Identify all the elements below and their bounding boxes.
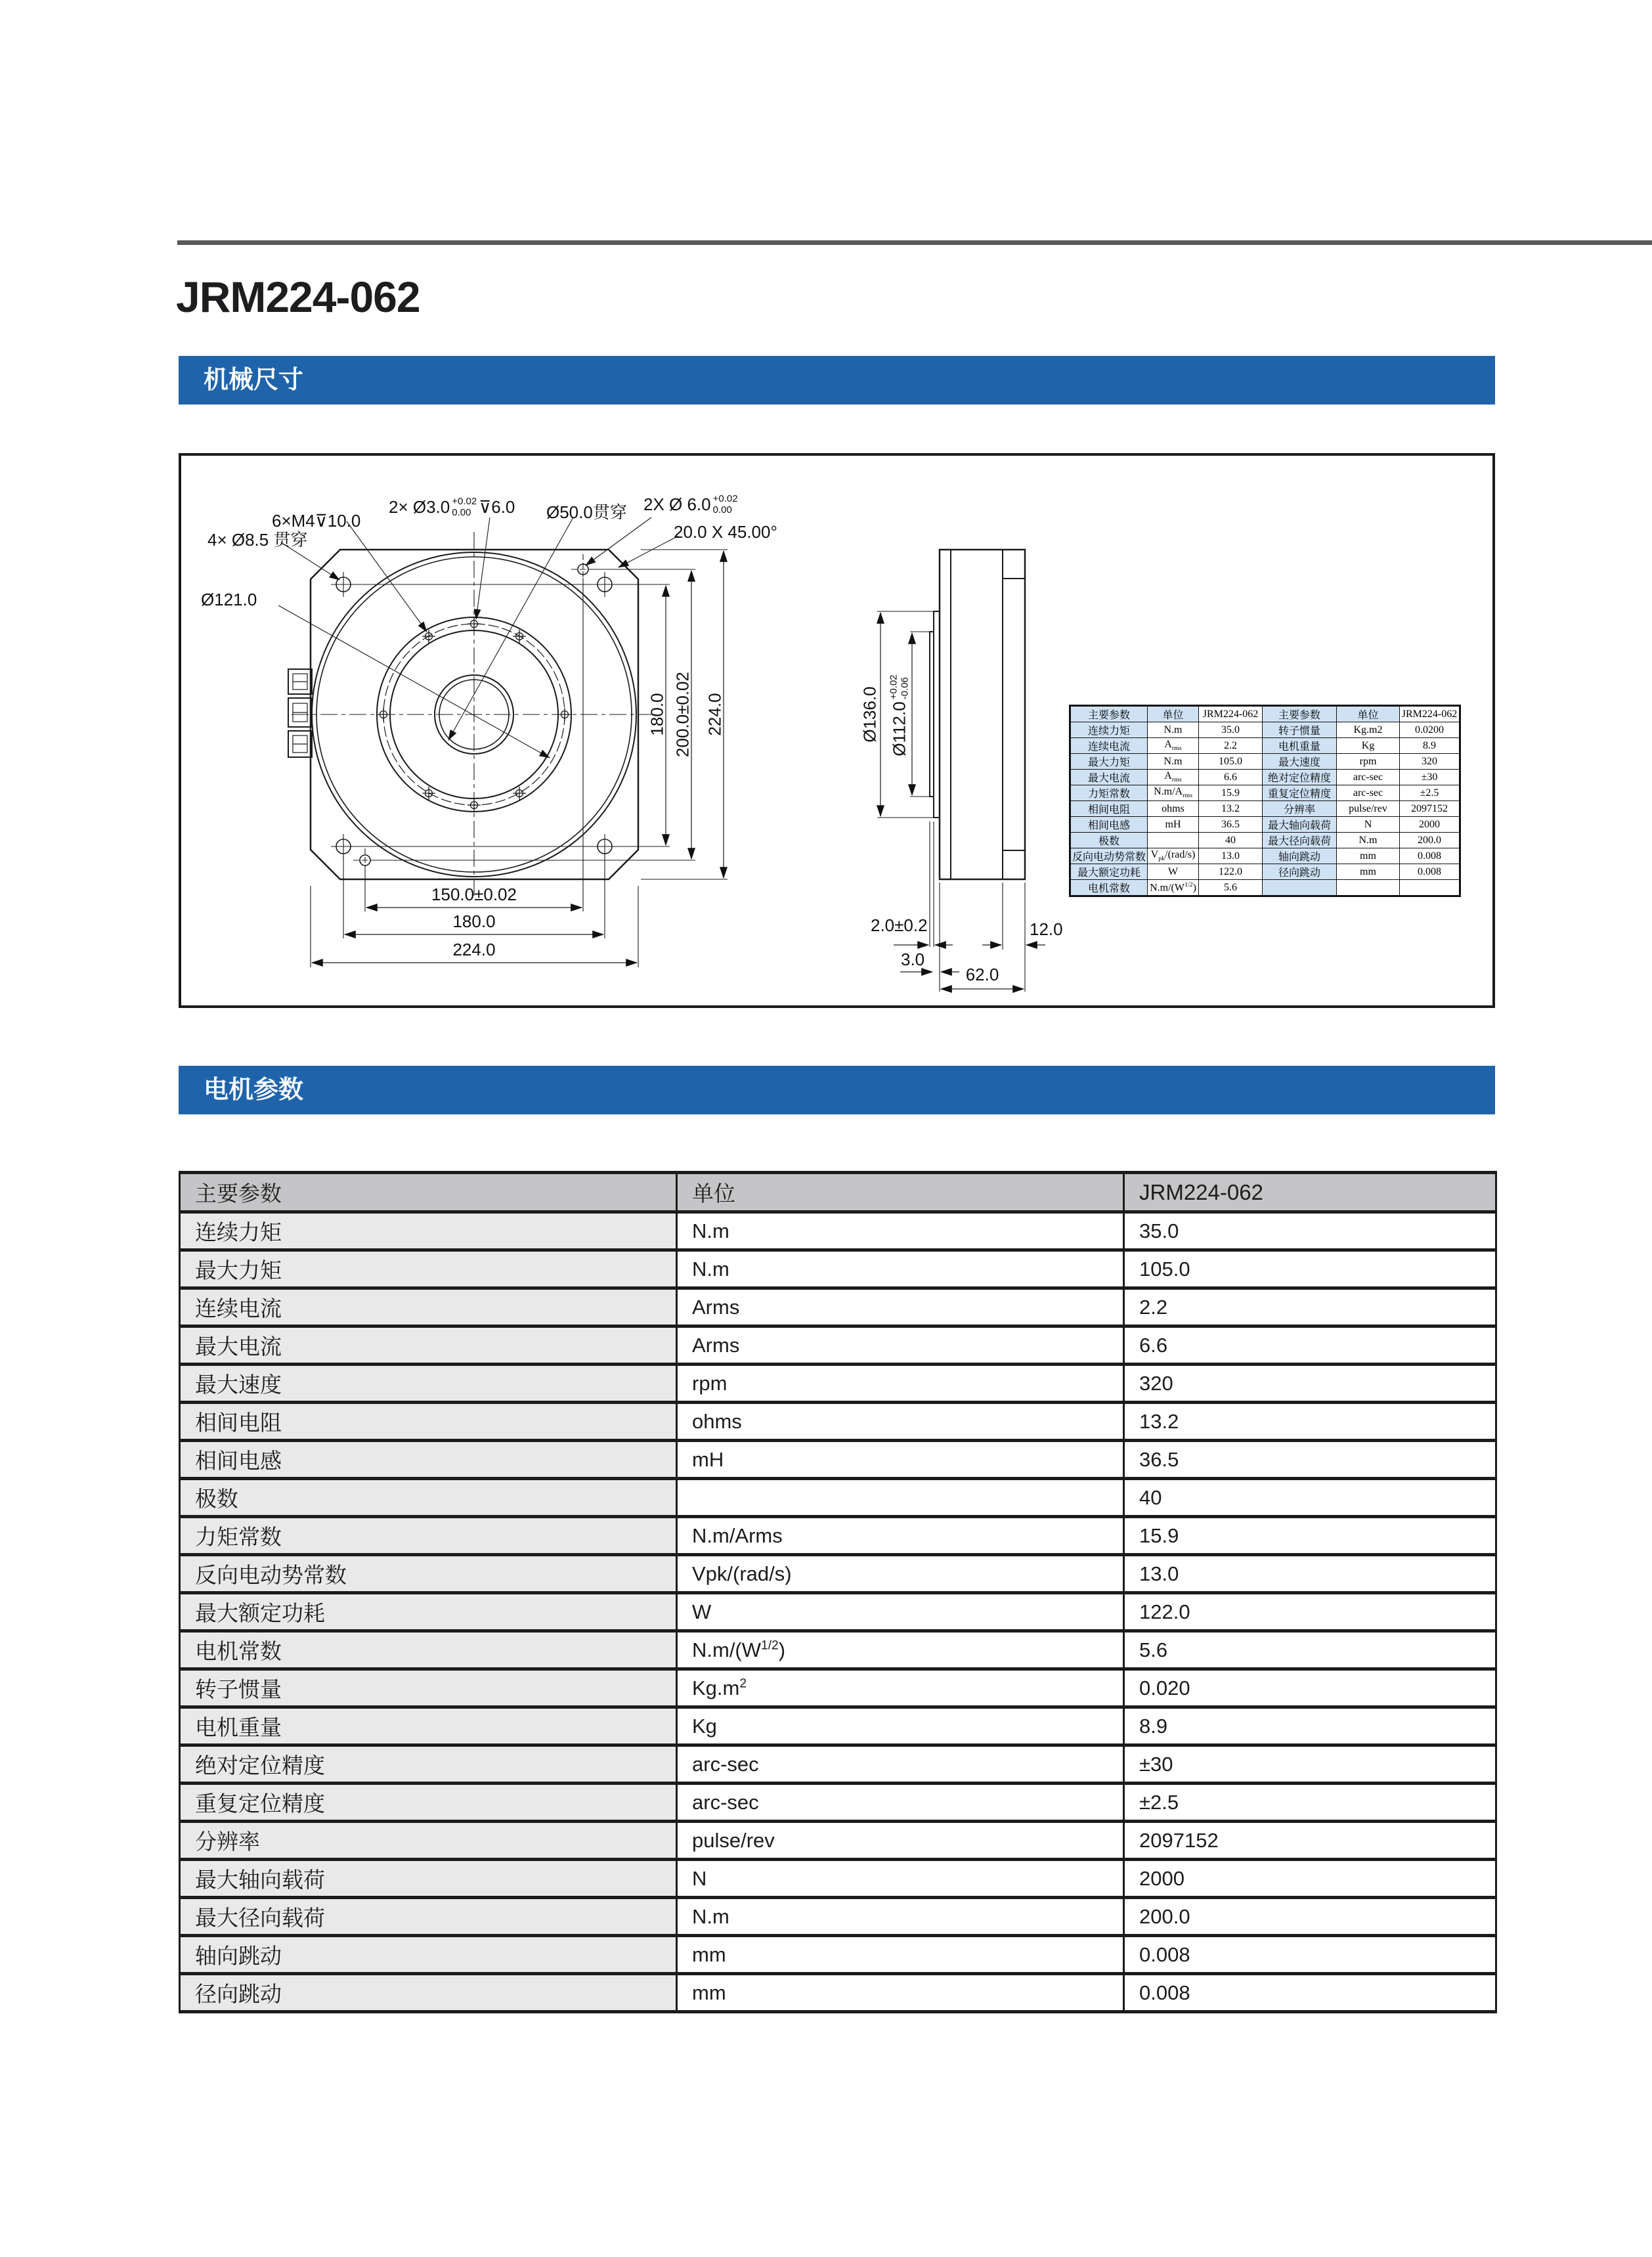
param-value: 2097152	[1124, 1822, 1496, 1860]
param-unit: rpm	[1337, 754, 1400, 770]
embedded-table-row	[1070, 785, 1460, 801]
param-unit: $A_{rms}$	[1148, 770, 1199, 785]
param-value: 2097152	[1400, 801, 1460, 817]
motor-table-row	[180, 1898, 1496, 1936]
param-name: 最大额定功耗	[180, 1593, 677, 1631]
motor-table-row	[180, 1860, 1496, 1898]
motor-table-row	[180, 1974, 1496, 2012]
dim-label-d121: Ø121.0	[201, 590, 257, 609]
tolerance-upper: +0.02	[452, 496, 477, 507]
embedded-table-row	[1070, 754, 1460, 770]
param-value: 0.0200	[1400, 722, 1460, 738]
param-name: 转子惯量	[180, 1669, 677, 1707]
mechanical-drawing	[179, 453, 1495, 1008]
param-unit	[677, 1479, 1124, 1517]
param-value: ±2.5	[1124, 1784, 1496, 1822]
param-name: 反向电动势常数	[180, 1555, 677, 1593]
param-value: 122.0	[1124, 1593, 1496, 1631]
param-name: 径向跳动	[1263, 864, 1337, 880]
motor-table-row	[180, 1365, 1496, 1403]
param-unit: ohms	[677, 1403, 1124, 1441]
param-unit: N	[677, 1860, 1124, 1898]
param-name: 相间电感	[180, 1441, 677, 1479]
param-name: 重复定位精度	[1263, 785, 1337, 801]
embedded-table-row	[1070, 770, 1460, 785]
header-model: JRM224-062	[1124, 1173, 1496, 1212]
param-name: 重复定位精度	[180, 1784, 677, 1822]
dim-label-150-bottom: 150.0±0.02	[431, 885, 517, 904]
param-value: 35.0	[1199, 722, 1263, 738]
param-value: 200.0	[1124, 1898, 1496, 1936]
dim-label-m4: 6×M4⊽10.0	[272, 511, 361, 531]
embedded-table-row	[1070, 880, 1460, 896]
param-unit: N.m	[677, 1212, 1124, 1250]
param-name: 转子惯量	[1263, 722, 1337, 738]
param-unit: $N.m/A_{rms}$	[1148, 785, 1199, 801]
param-value: 15.9	[1124, 1517, 1496, 1555]
param-value: 13.0	[1124, 1555, 1496, 1593]
param-value: 13.2	[1124, 1403, 1496, 1441]
param-unit: N.m	[677, 1898, 1124, 1936]
param-unit	[1337, 880, 1400, 896]
dim-label-chamfer: 20.0 X 45.00°	[674, 522, 777, 542]
param-name: 最大速度	[1263, 754, 1337, 770]
param-name: 电机常数	[180, 1631, 677, 1669]
param-unit: mH	[1148, 817, 1199, 833]
header-param: 主要参数	[1070, 706, 1148, 722]
param-unit	[1148, 833, 1199, 848]
param-unit: mH	[677, 1441, 1124, 1479]
param-value: 0.008	[1124, 1936, 1496, 1974]
param-value: 8.9	[1124, 1707, 1496, 1745]
param-name: 最大额定功耗	[1070, 864, 1148, 880]
param-value: 6.6	[1199, 770, 1263, 785]
param-value: 0.020	[1124, 1669, 1496, 1707]
motor-table-row	[180, 1936, 1496, 1974]
tolerance-upper: +0.02	[888, 674, 900, 700]
param-unit: $V_{pk}/(rad/s)$	[1148, 848, 1199, 864]
param-name: 轴向跳动	[180, 1936, 677, 1974]
dim-d112-text: Ø112.0	[889, 701, 909, 756]
header-param: 主要参数	[180, 1173, 677, 1212]
param-name: 最大径向载荷	[180, 1898, 677, 1936]
param-unit: arc-sec	[1337, 785, 1400, 801]
param-value: 36.5	[1124, 1441, 1496, 1479]
motor-table-row	[180, 1479, 1496, 1517]
motor-table-row	[180, 1212, 1496, 1250]
param-value: 40	[1199, 833, 1263, 848]
dim-pin-depth: ⊽6.0	[479, 497, 515, 517]
embedded-table-row	[1070, 817, 1460, 833]
param-name: 电机常数	[1070, 880, 1148, 896]
param-name: 最大电流	[1070, 770, 1148, 785]
motor-table-row	[180, 1593, 1496, 1631]
dim-label-62: 62.0	[965, 965, 999, 984]
param-unit: $Kg.m^2$	[677, 1669, 1124, 1707]
param-name: 连续力矩	[180, 1212, 677, 1250]
param-value: 320	[1124, 1365, 1496, 1403]
dim-label-step2: 2.0±0.2	[871, 915, 928, 935]
param-value: ±30	[1400, 770, 1460, 785]
motor-table-row	[180, 1707, 1496, 1745]
param-value: 122.0	[1199, 864, 1263, 880]
param-name: 相间电感	[1070, 817, 1148, 833]
motor-table-row	[180, 1784, 1496, 1822]
dim-label-d85: 4× Ø8.5 贯穿	[207, 530, 308, 550]
param-value: 0.008	[1124, 1974, 1496, 2012]
param-value: 105.0	[1199, 754, 1263, 770]
param-name: 径向跳动	[180, 1974, 677, 2012]
param-unit: Arms	[677, 1288, 1124, 1326]
param-value: 200.0	[1400, 833, 1460, 848]
param-name: 分辨率	[1263, 801, 1337, 817]
param-unit: Kg	[677, 1707, 1124, 1745]
param-name: 最大速度	[180, 1365, 677, 1403]
param-value: 2.2	[1199, 738, 1263, 754]
motor-table-row	[180, 1745, 1496, 1784]
motor-parameter-table	[179, 1171, 1497, 2013]
param-value: 2.2	[1124, 1288, 1496, 1326]
param-name: 力矩常数	[180, 1517, 677, 1555]
tolerance-upper: +0.02	[712, 493, 738, 504]
param-unit: mm	[1337, 848, 1400, 864]
param-name: 轴向跳动	[1263, 848, 1337, 864]
motor-table-row	[180, 1288, 1496, 1326]
param-unit: N.m	[677, 1250, 1124, 1288]
param-value: 320	[1400, 754, 1460, 770]
param-value: 0.008	[1400, 848, 1460, 864]
param-unit: pulse/rev	[677, 1822, 1124, 1860]
header-param: 主要参数	[1263, 706, 1337, 722]
param-name	[1263, 880, 1337, 896]
param-name: 连续电流	[180, 1288, 677, 1326]
embedded-table-row	[1070, 722, 1460, 738]
dim-d6-text: 2X Ø 6.0	[643, 494, 711, 514]
param-value: 15.9	[1199, 785, 1263, 801]
embedded-table-row	[1070, 833, 1460, 848]
param-value: 2000	[1124, 1860, 1496, 1898]
param-unit: mm	[1337, 864, 1400, 880]
param-name: 最大径向载荷	[1263, 833, 1337, 848]
dim-label-180-vertical: 180.0	[647, 693, 667, 736]
embedded-header-row	[1070, 706, 1460, 722]
param-value: 6.6	[1124, 1326, 1496, 1365]
param-unit: arc-sec	[677, 1784, 1124, 1822]
section-bar-mechanical	[179, 356, 1495, 405]
param-unit: Kg	[1337, 738, 1400, 754]
dim-pin-tolerance	[452, 496, 477, 518]
tolerance-lower: 0.00	[712, 504, 732, 515]
dim-label-bore: Ø50.0贯穿	[546, 502, 627, 522]
param-value: 8.9	[1400, 738, 1460, 754]
param-name: 电机重量	[180, 1707, 677, 1745]
dim-d6-tolerance	[713, 494, 738, 515]
param-value: 35.0	[1124, 1212, 1496, 1250]
motor-table-row	[180, 1517, 1496, 1555]
param-unit: N	[1337, 817, 1400, 833]
dim-label-pin-holes	[389, 496, 515, 518]
motor-table-row	[180, 1403, 1496, 1441]
dim-label-224-bottom: 224.0	[452, 940, 496, 959]
param-name: 力矩常数	[1070, 785, 1148, 801]
param-unit: Arms	[677, 1326, 1124, 1365]
embedded-table-row	[1070, 738, 1460, 754]
param-unit: rpm	[677, 1365, 1124, 1403]
param-unit: W	[1148, 864, 1199, 880]
param-unit: N.m	[1337, 833, 1400, 848]
dim-d112-tolerance	[889, 674, 911, 699]
top-rule	[177, 240, 1652, 245]
param-name: 相间电阻	[1070, 801, 1148, 817]
dim-label-224-vertical: 224.0	[705, 693, 725, 736]
param-name: 绝对定位精度	[180, 1745, 677, 1784]
header-model: JRM224-062	[1199, 706, 1263, 722]
motor-table-row	[180, 1326, 1496, 1365]
dim-label-12: 12.0	[1030, 919, 1063, 939]
tolerance-lower: 0.00	[452, 506, 471, 518]
param-unit: W	[677, 1593, 1124, 1631]
param-name: 分辨率	[180, 1822, 677, 1860]
param-value: 2000	[1400, 817, 1460, 833]
param-unit: N.m	[1148, 722, 1199, 738]
param-name: 极数	[180, 1479, 677, 1517]
param-unit: mm	[677, 1974, 1124, 2012]
param-name: 相间电阻	[180, 1403, 677, 1441]
header-unit: 单位	[677, 1173, 1124, 1212]
param-value: 0.008	[1400, 864, 1460, 880]
motor-table-row	[180, 1669, 1496, 1707]
param-unit: mm	[677, 1936, 1124, 1974]
tolerance-lower: -0.06	[899, 677, 910, 700]
motor-table-row	[180, 1250, 1496, 1288]
param-value: 36.5	[1199, 817, 1263, 833]
param-name: 极数	[1070, 833, 1148, 848]
embedded-table-row	[1070, 801, 1460, 817]
param-name: 电机重量	[1263, 738, 1337, 754]
section-label-motor-params: 电机参数	[204, 1076, 304, 1104]
param-value: 105.0	[1124, 1250, 1496, 1288]
param-value: ±2.5	[1400, 785, 1460, 801]
param-value: 5.6	[1124, 1631, 1496, 1669]
embedded-parameter-table	[1069, 705, 1461, 897]
header-model: JRM224-062	[1400, 706, 1460, 722]
motor-table-row	[180, 1822, 1496, 1860]
param-unit: ohms	[1148, 801, 1199, 817]
section-bar-motor-params	[179, 1066, 1495, 1114]
param-name: 最大电流	[180, 1326, 677, 1365]
param-value: 13.0	[1199, 848, 1263, 864]
param-name: 反向电动势常数	[1070, 848, 1148, 864]
param-name: 绝对定位精度	[1263, 770, 1337, 785]
dim-label-d6-holes	[643, 494, 740, 515]
param-unit: Vpk/(rad/s)	[677, 1555, 1124, 1593]
embedded-table-row	[1070, 848, 1460, 864]
param-value: 13.2	[1199, 801, 1263, 817]
dim-label-d112	[889, 672, 911, 756]
dim-label-d136: Ø136.0	[859, 686, 880, 743]
param-name: 最大轴向载荷	[180, 1860, 677, 1898]
motor-table-row	[180, 1555, 1496, 1593]
dim-label-200-vertical: 200.0±0.02	[672, 672, 693, 757]
param-name: 连续电流	[1070, 738, 1148, 754]
param-unit: $A_{rms}$	[1148, 738, 1199, 754]
param-unit: Kg.m2	[1337, 722, 1400, 738]
dim-label-step3: 3.0	[901, 950, 925, 969]
param-name: 最大力矩	[180, 1250, 677, 1288]
param-value	[1400, 880, 1460, 896]
param-name: 连续力矩	[1070, 722, 1148, 738]
param-unit: arc-sec	[1337, 770, 1400, 785]
param-value: 40	[1124, 1479, 1496, 1517]
page-title: JRM224-062	[176, 273, 420, 321]
param-unit: pulse/rev	[1337, 801, 1400, 817]
param-unit: $N.m/(W^{1/2})$	[1148, 880, 1199, 896]
dim-label-180-bottom: 180.0	[452, 911, 496, 931]
param-unit: N.m/Arms	[677, 1517, 1124, 1555]
param-name: 最大轴向载荷	[1263, 817, 1337, 833]
header-unit: 单位	[1148, 706, 1199, 722]
param-unit: $N.m/(W^{1/2})$	[677, 1631, 1124, 1669]
param-value: 5.6	[1199, 880, 1263, 896]
dim-pin-text: 2× Ø3.0	[389, 497, 450, 517]
param-unit: arc-sec	[677, 1745, 1124, 1784]
header-unit: 单位	[1337, 706, 1400, 722]
motor-table-row	[180, 1631, 1496, 1669]
motor-table-header-row	[180, 1173, 1496, 1212]
motor-table-row	[180, 1441, 1496, 1479]
param-unit: N.m	[1148, 754, 1199, 770]
embedded-table-row	[1070, 864, 1460, 880]
param-name: 最大力矩	[1070, 754, 1148, 770]
param-value: ±30	[1124, 1745, 1496, 1784]
section-label-mechanical: 机械尺寸	[204, 366, 304, 394]
